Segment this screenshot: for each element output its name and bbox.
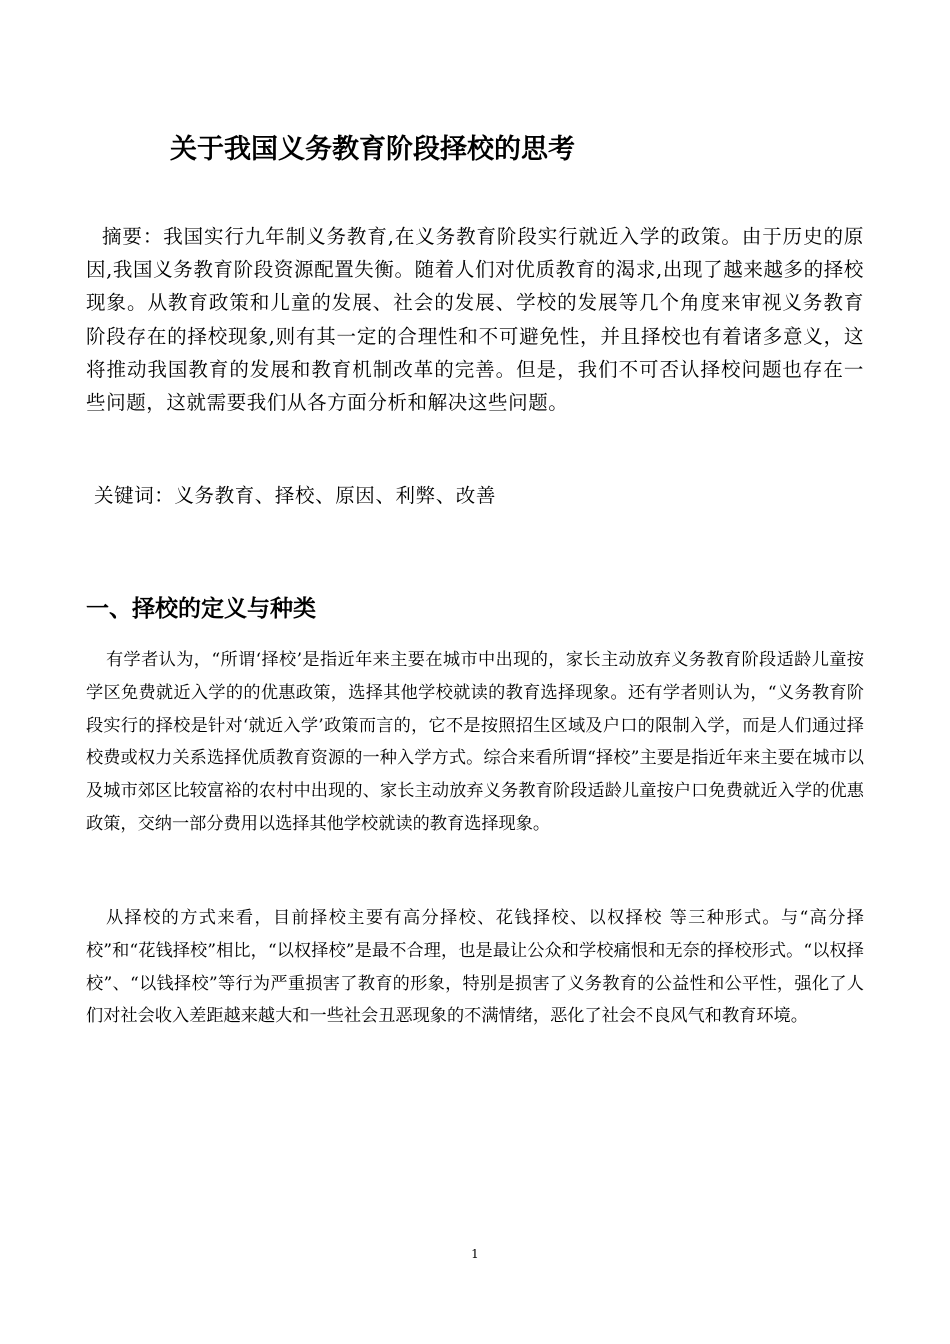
section-heading: 一、择校的定义与种类 — [86, 596, 316, 622]
abstract-text: 摘要：我国实行九年制义务教育,在义务教育阶段实行就近入学的政策。由于历史的原因,我国义务教育阶段资源配置失衡。随着人们对优质教育的渴求,出现了越来越多的择校现象。从教育政策和儿童的发展、社会的发展、学校的发展等几个角度来审视义务教育阶段存在的择校现象,则有其一定的合理性和不可避免性，并且择校也有着诸多意义，这将推动我国教育的发展和教育机制改革的完善。但是，我们不可否认择校问题也存在一些问题，这就需要我们从各方面分析和解决这些问题。 — [86, 225, 864, 415]
page-number: 1 — [471, 1247, 479, 1261]
abstract-paragraph — [86, 220, 864, 419]
keywords-line: 关键词：义务教育、择校、原因、利弊、改善 — [94, 484, 497, 507]
body-paragraph — [86, 644, 864, 841]
body-paragraph-text: 有学者认为，“所谓‘择校’是指近年来主要在城市中出现的，家长主动放弃义务教育阶段适龄儿童按学区免费就近入学的的优惠政策，选择其他学校就读的教育选择现象。还有学者则认为，“义务教育阶段实行的择校是针对‘就近入学’政策而言的，它不是按照招生区域及户口的限制入学，而是人们通过择校费或权力关系选择优质教育资源的一种入学方式。综合来看所谓“择校”主要是指近年来主要在城市以及城市郊区比较富裕的农村中出现的、家长主动放弃义务教育阶段适龄儿童按户口免费就近入学的优惠政策，交纳一部分费用以选择其他学校就读的教育选择现象。 — [86, 650, 864, 834]
body-paragraph-text: 从择校的方式来看，目前择校主要有高分择校、花钱择校、以权择校 等三种形式。与“高分择校”和“花钱择校”相比，“以权择校”是最不合理，也是最让公众和学校痛恨和无奈的择校形式。“以权择校”、“以钱择校”等行为严重损害了教育的形象，特别是损害了义务教育的公益性和公平性，强化了人们对社会收入差距越来越大和一些社会丑恶现象的不满情绪，恶化了社会不良风气和教育环境。 — [86, 908, 864, 1027]
document-title: 关于我国义务教育阶段择校的思考 — [170, 134, 575, 165]
body-paragraph — [86, 902, 864, 1033]
